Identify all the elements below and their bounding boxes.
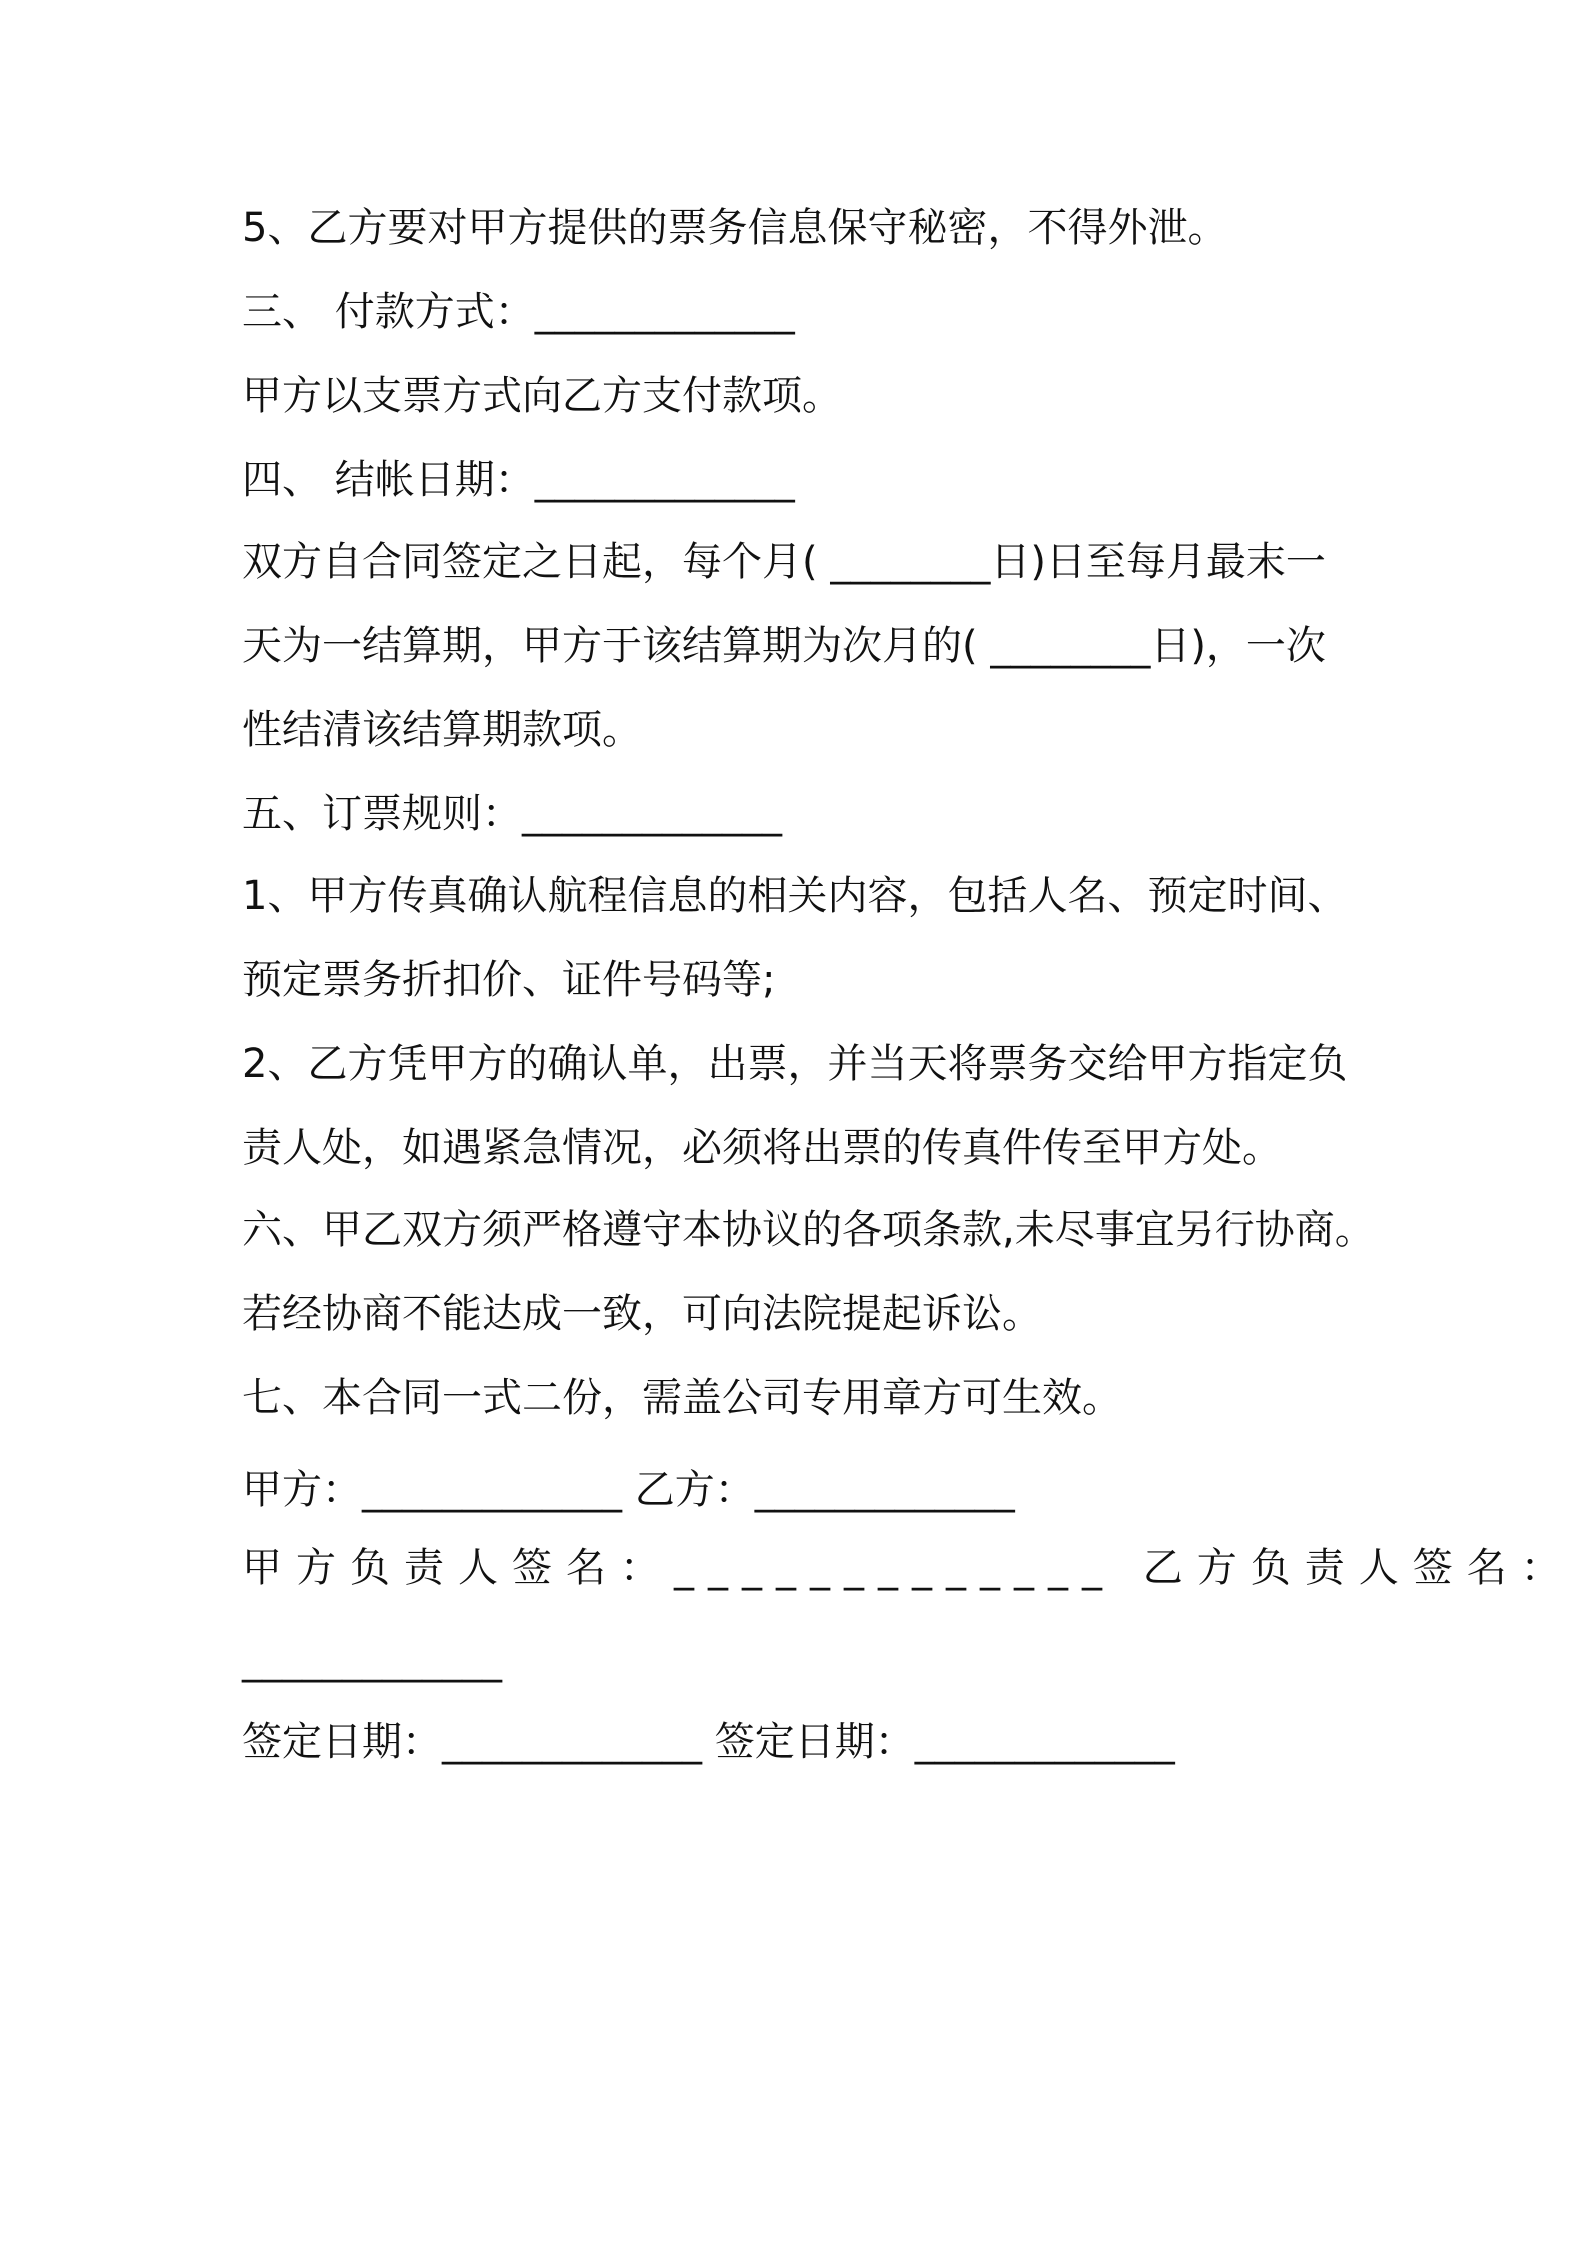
rule-1-line-1: 1、甲方传真确认航程信息的相关内容，包括人名、预定时间、 [242, 873, 1348, 919]
section-7-effectiveness: 七、本合同一式二份，需盖公司专用章方可生效。 [242, 1375, 1122, 1421]
section-6-line-2: 若经协商不能达成一致，可向法院提起诉讼。 [242, 1291, 1042, 1337]
section-4-settlement-heading: 四、 结帐日期：_____________ [242, 457, 795, 503]
settlement-text-line-1: 双方自合同签定之日起，每个月( ________日)日至每月最末一 [242, 539, 1326, 585]
payment-method-text: 甲方以支票方式向乙方支付款项。 [242, 373, 842, 419]
party-names-line: 甲方：_____________ 乙方：_____________ [242, 1467, 1015, 1513]
rule-1-line-2: 预定票务折扣价、证件号码等; [242, 957, 776, 1003]
clause-5-confidentiality: 5、乙方要对甲方提供的票务信息保守秘密，不得外泄。 [242, 205, 1228, 251]
settlement-text-line-2: 天为一结算期，甲方于该结算期为次月的( ________日)，一次 [242, 623, 1326, 669]
section-5-booking-rules-heading: 五、订票规则：_____________ [242, 791, 782, 837]
signature-blank-line: _____________ [242, 1637, 502, 1683]
settlement-text-line-3: 性结清该结算期款项。 [242, 707, 642, 753]
signing-dates-line: 签定日期：_____________ 签定日期：_____________ [242, 1719, 1175, 1765]
rule-2-line-2: 责人处，如遇紧急情况，必须将出票的传真件传至甲方处。 [242, 1125, 1282, 1171]
section-6-line-1: 六、甲乙双方须严格遵守本协议的各项条款,未尽事宜另行协商。 [242, 1207, 1375, 1253]
rule-2-line-1: 2、乙方凭甲方的确认单，出票，并当天将票务交给甲方指定负 [242, 1041, 1348, 1087]
section-3-payment-heading: 三、 付款方式：_____________ [242, 289, 795, 335]
signatures-line: 甲方负责人签名：_____________ 乙方负责人签名： [242, 1545, 1575, 1591]
